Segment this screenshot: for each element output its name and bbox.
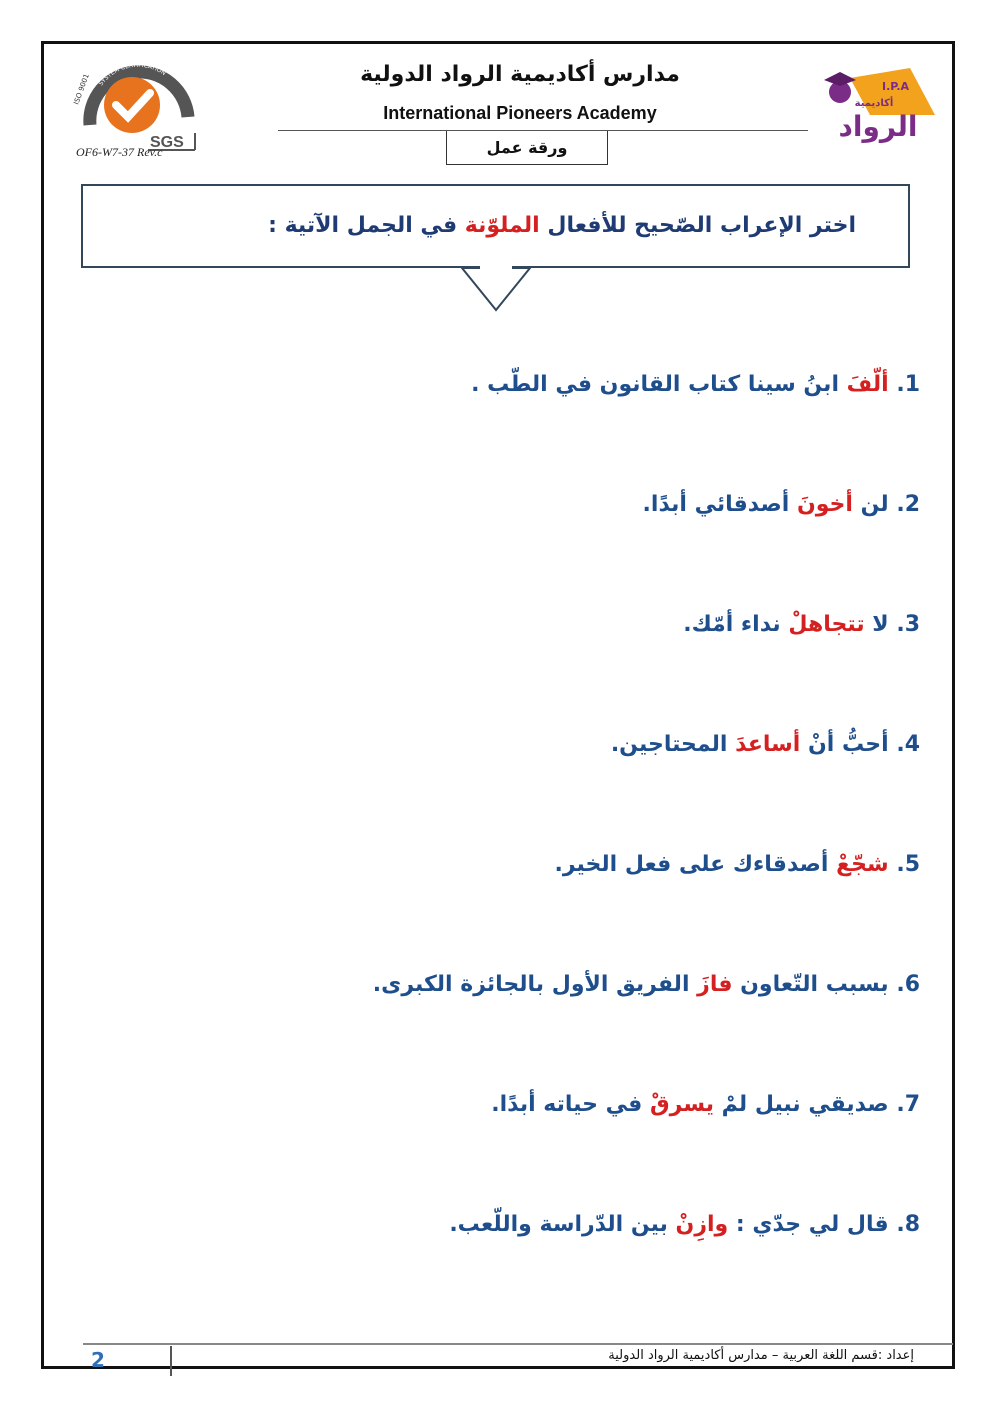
school-name-english: International Pioneers Academy	[383, 103, 657, 123]
question-8: 8. قال لي جدّي : وازِنْ بين الدّراسة واللّعب.	[449, 1212, 920, 1237]
down-arrow-icon	[460, 266, 532, 314]
question-2: 2. لن أخونَ أصدقائي أبدًا.	[642, 492, 920, 517]
footer-divider	[83, 1343, 953, 1345]
logo-main-word: الرواد	[838, 110, 918, 143]
instruction-text-start: اختر الإعراب الصّحيح للأفعال	[539, 213, 856, 238]
logo-academy-word: أكاديمية	[854, 98, 894, 109]
form-code: OF6-W7-37 Rev.c	[76, 145, 163, 159]
school-logo	[810, 60, 940, 150]
school-name-arabic: مدارس أكاديمية الرواد الدولية	[360, 62, 680, 87]
worksheet-label: ورقة عمل	[446, 131, 608, 165]
colored-verb: شجّعْ	[836, 852, 889, 877]
instruction-text-end: في الجمل الآتية :	[268, 213, 465, 238]
svg-text:SYSTEM CERTIFICATION: SYSTEM CERTIFICATION	[97, 61, 167, 88]
footer-credit: إعداد :قسم اللغة العربية – مدارس أكاديمية الرواد الدولية	[608, 1348, 914, 1363]
question-4: 4. أحبُّ أنْ أساعدَ المحتاجين.	[610, 732, 920, 757]
colored-verb: تتجاهلْ	[788, 612, 865, 637]
colored-verb: أساعدَ	[735, 732, 801, 757]
colored-verb: فازَ	[697, 972, 733, 997]
colored-verb: أخونَ	[796, 492, 853, 517]
question-3: 3. لا تتجاهلْ نداء أمّك.	[683, 612, 920, 637]
instruction-highlight: الملوّنة	[464, 213, 540, 238]
colored-verb: يسرقْ	[649, 1092, 714, 1117]
colored-verb: وازِنْ	[675, 1212, 729, 1237]
question-1: 1. ألّفَ ابنُ سينا كتاب القانون في الطّب .	[471, 372, 920, 397]
question-5: 5. شجّعْ أصدقاءك على فعل الخير.	[554, 852, 920, 877]
question-6: 6. بسبب التّعاون فازَ الفريق الأول بالجائزة الكبرى.	[372, 972, 920, 997]
iso-label: ISO 9001	[72, 72, 91, 106]
sgs-text: SGS	[150, 134, 184, 151]
instruction-box	[81, 184, 910, 268]
colored-verb: ألّفَ	[846, 372, 889, 397]
page-number: 2	[91, 1348, 105, 1372]
question-7: 7. صديقي نبيل لمْ يسرقْ في حياته أبدًا.	[491, 1092, 920, 1117]
ipa-label: I.P.A	[882, 80, 910, 93]
footer-separator	[170, 1346, 172, 1376]
